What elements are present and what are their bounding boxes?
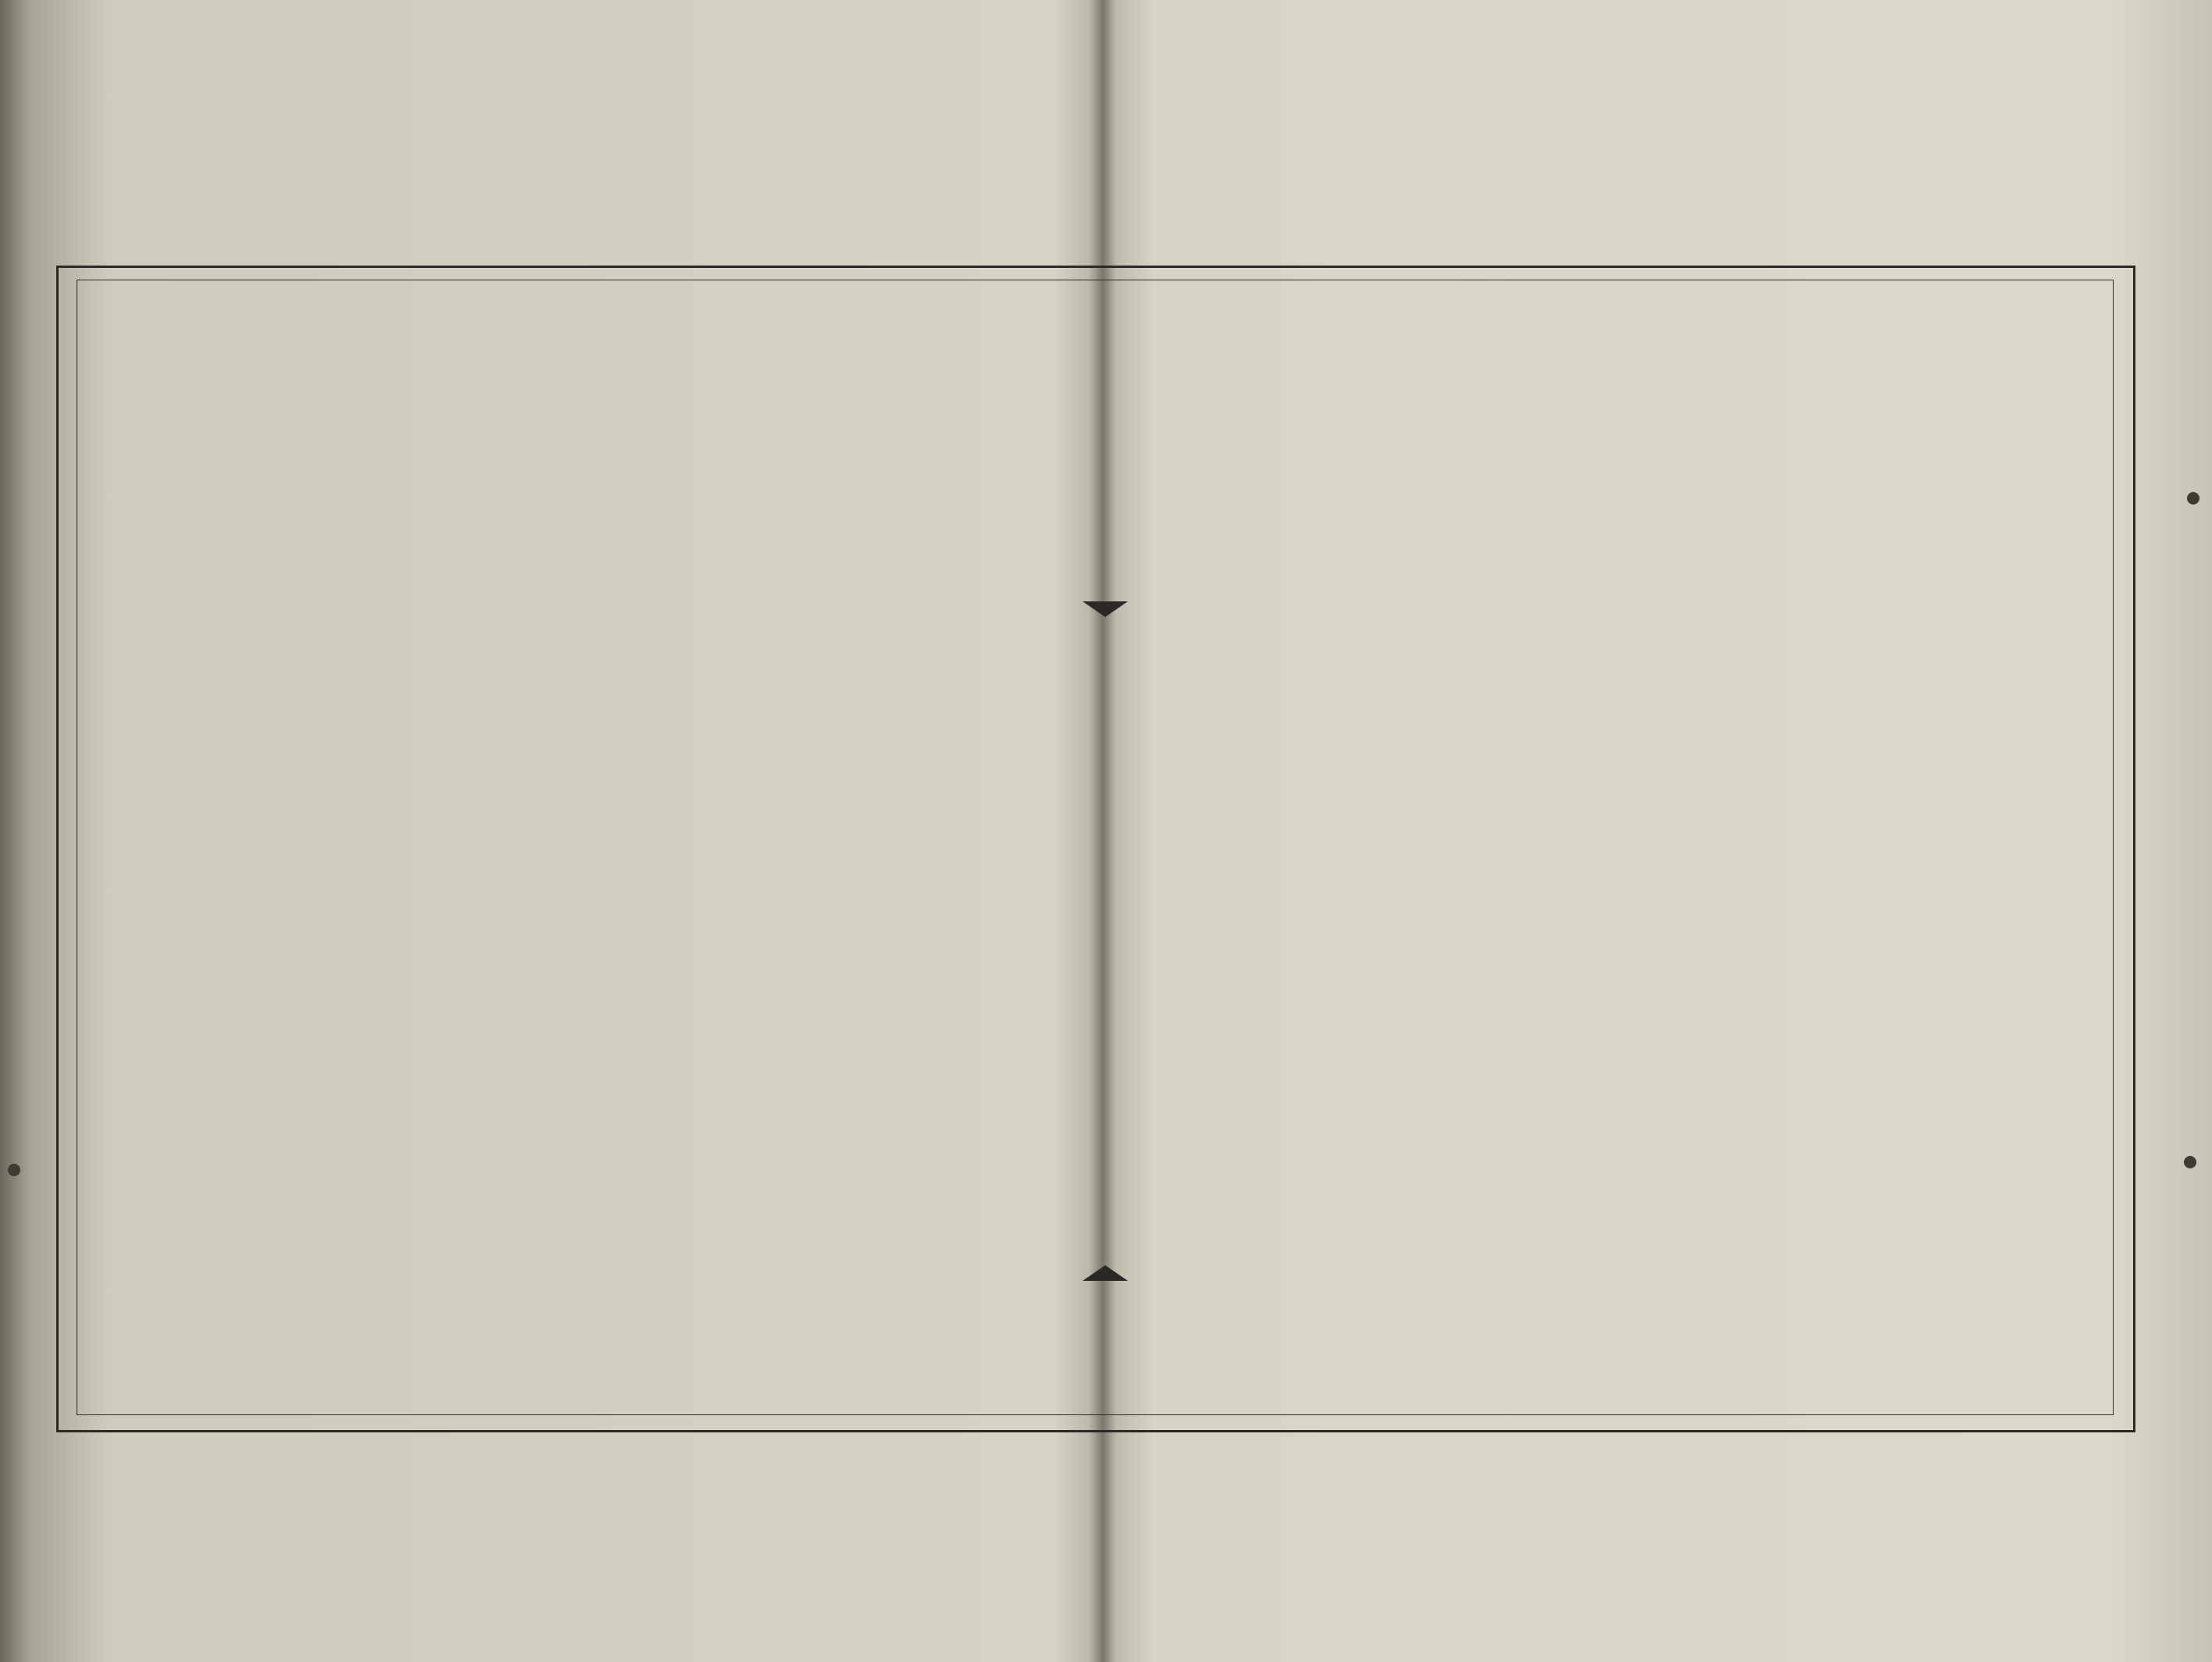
- page-border-inner: [77, 280, 2114, 1415]
- binding-hole: [2187, 492, 2200, 505]
- binding-hole: [8, 1164, 20, 1176]
- binding-hole: [2184, 1156, 2196, 1168]
